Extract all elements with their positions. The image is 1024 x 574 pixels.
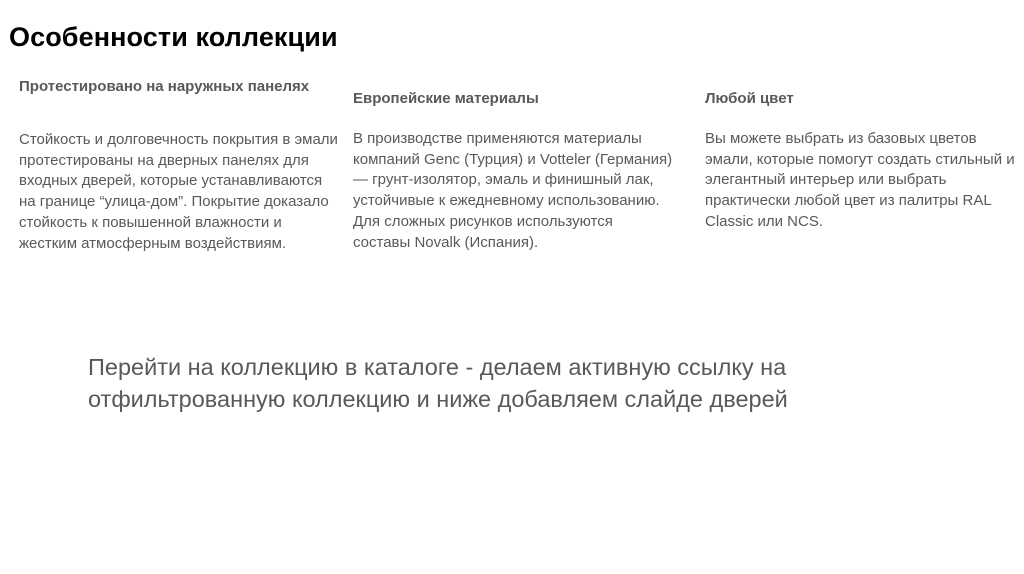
feature-paragraph: Стойкость и долговечность покрытия в эмали протестированы на дверных панелях для входных дверей, которые устанавливаются на границе “улица-дом”. Покрытие доказало стойкость к повышенной влажности и жестким атмосферным воздействиям. [19, 131, 338, 252]
feature-european-materials [353, 89, 673, 253]
feature-paragraph: Вы можете выбрать из базовых цветов эмали, которые помогут создать стильный и элегантный интерьер или выбрать практически любой цвет из палитры RAL Classic или NCS. [705, 130, 1015, 230]
feature-tested-outdoor [19, 77, 339, 254]
feature-paragraph: Для сложных рисунков используются составы Novalk (Испания). [353, 212, 613, 251]
feature-heading: Европейские материалы [353, 90, 539, 107]
feature-paragraph: В производстве применяются материалы компаний Genc (Турция) и Votteler (Германия) — грунт-изолятор, эмаль и финишный лак, устойчивые к ежедневному использованию. [353, 130, 673, 210]
feature-description [705, 129, 1024, 233]
feature-any-color [705, 89, 1024, 233]
feature-description [353, 129, 673, 253]
catalog-link-note: Перейти на коллекцию в каталоге - делаем активную ссылку на отфильтрованную коллекцию и ниже добавляем слайде дверей [88, 354, 788, 412]
feature-description [19, 130, 339, 254]
feature-heading: Любой цвет [705, 90, 794, 107]
feature-heading: Протестировано на наружных панелях [19, 78, 310, 95]
page-title: Особенности коллекции [9, 22, 338, 52]
